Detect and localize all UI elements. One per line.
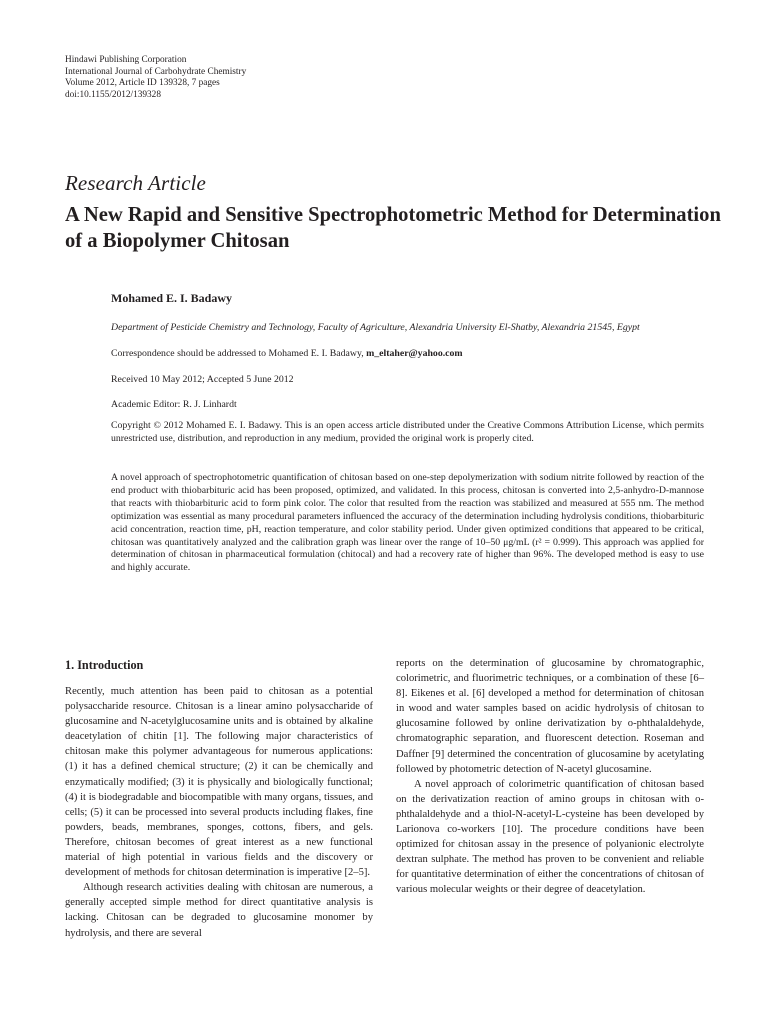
- paragraph: Although research activities dealing with chitosan are numerous, a generally accepted simple method for direct quantitative analysis is lacking. Chitosan can be degraded to glucosamine monomer by hydrolysis, and there are several: [65, 882, 373, 939]
- received-dates: Received 10 May 2012; Accepted 5 June 2012: [111, 374, 294, 385]
- paragraph: A novel approach of colorimetric quantification of chitosan based on the derivatization reaction of amino groups in chitosan with o-phthalaldehyde and a thiol-N-acetyl-L-cysteine has been developed by Larionova co-workers [10]. The procedure conditions have been optimized for chitosan assay in the presence of polyanionic electrolyte dextran sulphate. The method has proven to be convenient and reliable for quantitative determination of either the concentrations of chitosan of various molecular weights or their degree of deacetylation.: [396, 778, 704, 896]
- academic-editor: Academic Editor: R. J. Linhardt: [111, 399, 237, 410]
- left-column: [65, 684, 373, 941]
- affiliation: Department of Pesticide Chemistry and Technology, Faculty of Agriculture, Alexandria University El-Shatby, Alexandria 21545, Egypt: [111, 322, 640, 333]
- correspondence-email[interactable]: m_eltaher@yahoo.com: [366, 348, 463, 359]
- right-column: [396, 656, 704, 898]
- doi-line: doi:10.1155/2012/139328: [65, 89, 161, 100]
- correspondence: [111, 348, 704, 361]
- publisher-line: Hindawi Publishing Corporation: [65, 55, 187, 65]
- volume-line: Volume 2012, Article ID 139328, 7 pages: [65, 78, 220, 89]
- paper-title: A New Rapid and Sensitive Spectrophotometric Method for Determination of a Biopolymer Chitosan: [65, 204, 721, 252]
- article-type: Research Article: [65, 171, 206, 195]
- abstract: A novel approach of spectrophotometric quantification of chitosan based on one-step depolymerization with sodium nitrite followed by reaction of the end product with thiobarbituric acid has been proposed, optimized, and validated. In this process, chitosan is converted into 2,5-anhydro-D-mannose that reacts with thiobarbituric acid to form pink color. The color that resulted from the reaction was stabilized and measured at 555 nm. The method optimization was essential as many procedural parameters influenced the accuracy of the determination including hydrolysis conditions, thiobarbituric acid concentration, reaction time, pH, reaction temperature, and color stability period. Under given optimized conditions that appeared to be critical, chitosan was quantitatively analyzed and the calibration graph was linear over the range of 10–50 μg/mL (r² = 0.999). This approach was applied for determination of chitosan in pharmaceutical formulation (chitocal) and had a recovery rate of higher than 96%. The developed method is easy to use and highly accurate.: [111, 472, 704, 574]
- journal-header: [65, 55, 246, 101]
- paragraph: reports on the determination of glucosamine by chromatographic, colorimetric, and fluorimetric techniques, or a combination of these [6–8]. Eikenes et al. [6] developed a method for determination of chitosan in wood and water samples based on acidic hydrolysis of chitosan to glucosamine followed by online derivatization by o-phthalaldehyde, chromatographic separation, and fluorescent detection. Roseman and Daffner [9] determined the concentration of glucosamine by acetylating followed by photometric detection of N-acetyl glucosamine.: [396, 658, 704, 775]
- paragraph: Recently, much attention has been paid to chitosan as a potential polysaccharide resource. Chitosan is a linear amino polysaccharide of glucosamine and N-acetylglucosamine units and is obtained by alkaline deacetylation of chitin [1]. The following major characteristics of chitosan make this polymer advantageous for numerous applications: (1) it has a defined chemical structure; (2) it can be chemically and enzymatically modified; (3) it is physically and biologically functional; (4) it is biodegradable and biocompatible with many organs, tissues, and cells; (5) it can be processed into several products including flakes, fine powders, beads, membranes, sponges, cottons, fibers, and gels. Therefore, chitosan becomes of great interest as a new functional material of high potential in various fields and the discovery or development of methods for chitosan determination is imperative [2–5].: [65, 686, 373, 879]
- author-name: Mohamed E. I. Badawy: [111, 291, 233, 305]
- copyright-notice: Copyright © 2012 Mohamed E. I. Badawy. This is an open access article distributed under the Creative Commons Attribution License, which permits unrestricted use, distribution, and reproduction in any medium, provided the original work is properly cited.: [111, 420, 704, 444]
- section-heading: 1. Introduction: [65, 658, 144, 672]
- journal-line: International Journal of Carbohydrate Chemistry: [65, 66, 247, 77]
- correspondence-text: Correspondence should be addressed to Mohamed E. I. Badawy,: [111, 348, 364, 359]
